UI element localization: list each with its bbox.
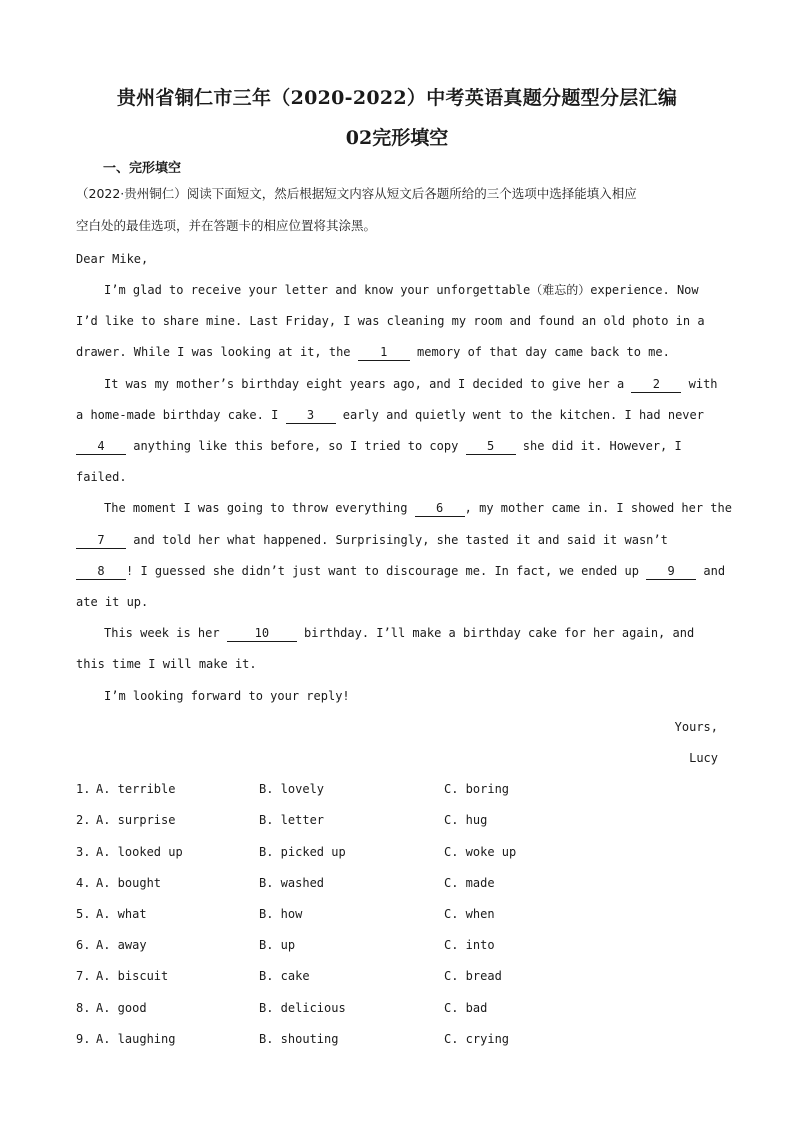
passage-line: [104, 499, 732, 517]
blank-2: 2: [631, 377, 681, 393]
option-c: C. boring: [444, 782, 510, 796]
passage-text: drawer. While I was looking at it, the: [76, 345, 358, 359]
passage-text: ! I guessed she didn’t just want to discourage me. In fact, we ended up: [126, 564, 647, 578]
blank-7: 7: [76, 533, 126, 549]
blank-6: 6: [415, 501, 465, 517]
option-a: A. biscuit: [96, 969, 169, 983]
passage-line: [76, 406, 704, 424]
option-c: C. bread: [444, 969, 502, 983]
passage-line: ate it up.: [76, 595, 149, 609]
option-a: A. bought: [96, 876, 162, 890]
passage-text: anything like this before, so I tried to copy: [126, 439, 466, 453]
question-number: 9.: [76, 1032, 91, 1046]
option-b: B. delicious: [259, 1001, 346, 1015]
document-title: 贵州省铜仁市三年（2020-2022）中考英语真题分题型分层汇编: [116, 87, 678, 109]
passage-line: [104, 624, 694, 642]
passage-line: I’d like to share mine. Last Friday, I was cleaning my room and found an old photo in a: [76, 314, 705, 328]
question-number: 3.: [76, 845, 91, 859]
passage-line: I’m looking forward to your reply!: [104, 689, 350, 703]
passage-line: [76, 437, 682, 455]
option-c: C. made: [444, 876, 495, 890]
passage-line: [76, 531, 668, 549]
option-b: B. how: [259, 907, 303, 921]
blank-3: 3: [286, 408, 336, 424]
blank-9: 9: [646, 564, 696, 580]
option-b: B. lovely: [259, 782, 325, 796]
passage-text: and: [696, 564, 726, 578]
option-b: B. picked up: [259, 845, 346, 859]
passage-text: It was my mother’s birthday eight years ago, and I decided to give her a: [104, 377, 632, 391]
option-b: B. up: [259, 938, 296, 952]
option-a: A. surprise: [96, 813, 176, 827]
option-c: C. into: [444, 938, 495, 952]
passage-line: [76, 562, 725, 580]
question-number: 2.: [76, 813, 91, 827]
option-a: A. laughing: [96, 1032, 176, 1046]
passage-text: This week is her: [104, 626, 227, 640]
blank-4: 4: [76, 439, 126, 455]
passage-text: and told her what happened. Surprisingly, she tasted it and said it wasn’t: [126, 533, 668, 547]
blank-10: 10: [227, 626, 297, 642]
option-a: A. terrible: [96, 782, 176, 796]
passage-text: birthday. I’ll make a birthday cake for her again, and: [296, 626, 695, 640]
passage-line: I’m glad to receive your letter and know your unforgettable（难忘的）experience. Now: [104, 283, 699, 297]
option-b: B. shouting: [259, 1032, 339, 1046]
question-number: 7.: [76, 969, 91, 983]
passage-text: memory of that day came back to me.: [409, 345, 670, 359]
option-c: C. bad: [444, 1001, 488, 1015]
option-a: A. what: [96, 907, 147, 921]
letter-closing: Yours,: [674, 720, 718, 734]
passage-line: this time I will make it.: [76, 657, 257, 671]
passage-text: a home-made birthday cake. I: [76, 408, 286, 422]
option-b: B. cake: [259, 969, 310, 983]
blank-1: 1: [358, 345, 410, 361]
passage-line: failed.: [76, 470, 127, 484]
option-c: C. when: [444, 907, 495, 921]
passage-text: with: [681, 377, 718, 391]
letter-greeting: Dear Mike,: [76, 252, 149, 266]
question-number: 5.: [76, 907, 91, 921]
option-a: A. looked up: [96, 845, 183, 859]
question-number: 4.: [76, 876, 91, 890]
instructions-line-2: 空白处的最佳选项，并在答题卡的相应位置将其涂黑。: [76, 218, 377, 233]
blank-8: 8: [76, 564, 126, 580]
question-number: 6.: [76, 938, 91, 952]
option-c: C. hug: [444, 813, 488, 827]
passage-text: she did it. However, I: [515, 439, 682, 453]
document-subtitle: 02完形填空: [345, 127, 449, 149]
section-heading: 一、完形填空: [103, 161, 182, 176]
passage-text: , my mother came in. I showed her the: [464, 501, 732, 515]
passage-line: [104, 375, 718, 393]
passage-text: The moment I was going to throw everything: [104, 501, 415, 515]
option-a: A. good: [96, 1001, 147, 1015]
blank-5: 5: [466, 439, 516, 455]
option-a: A. away: [96, 938, 147, 952]
question-number: 8.: [76, 1001, 91, 1015]
passage-line: [76, 343, 670, 361]
passage-text: early and quietly went to the kitchen. I had never: [335, 408, 704, 422]
option-b: B. washed: [259, 876, 325, 890]
option-c: C. crying: [444, 1032, 510, 1046]
instructions-line-1: （2022·贵州铜仁）阅读下面短文，然后根据短文内容从短文后各题所给的三个选项中选择能填入相应: [76, 186, 637, 201]
letter-signature: Lucy: [689, 751, 718, 765]
option-c: C. woke up: [444, 845, 517, 859]
option-b: B. letter: [259, 813, 325, 827]
question-number: 1.: [76, 782, 91, 796]
